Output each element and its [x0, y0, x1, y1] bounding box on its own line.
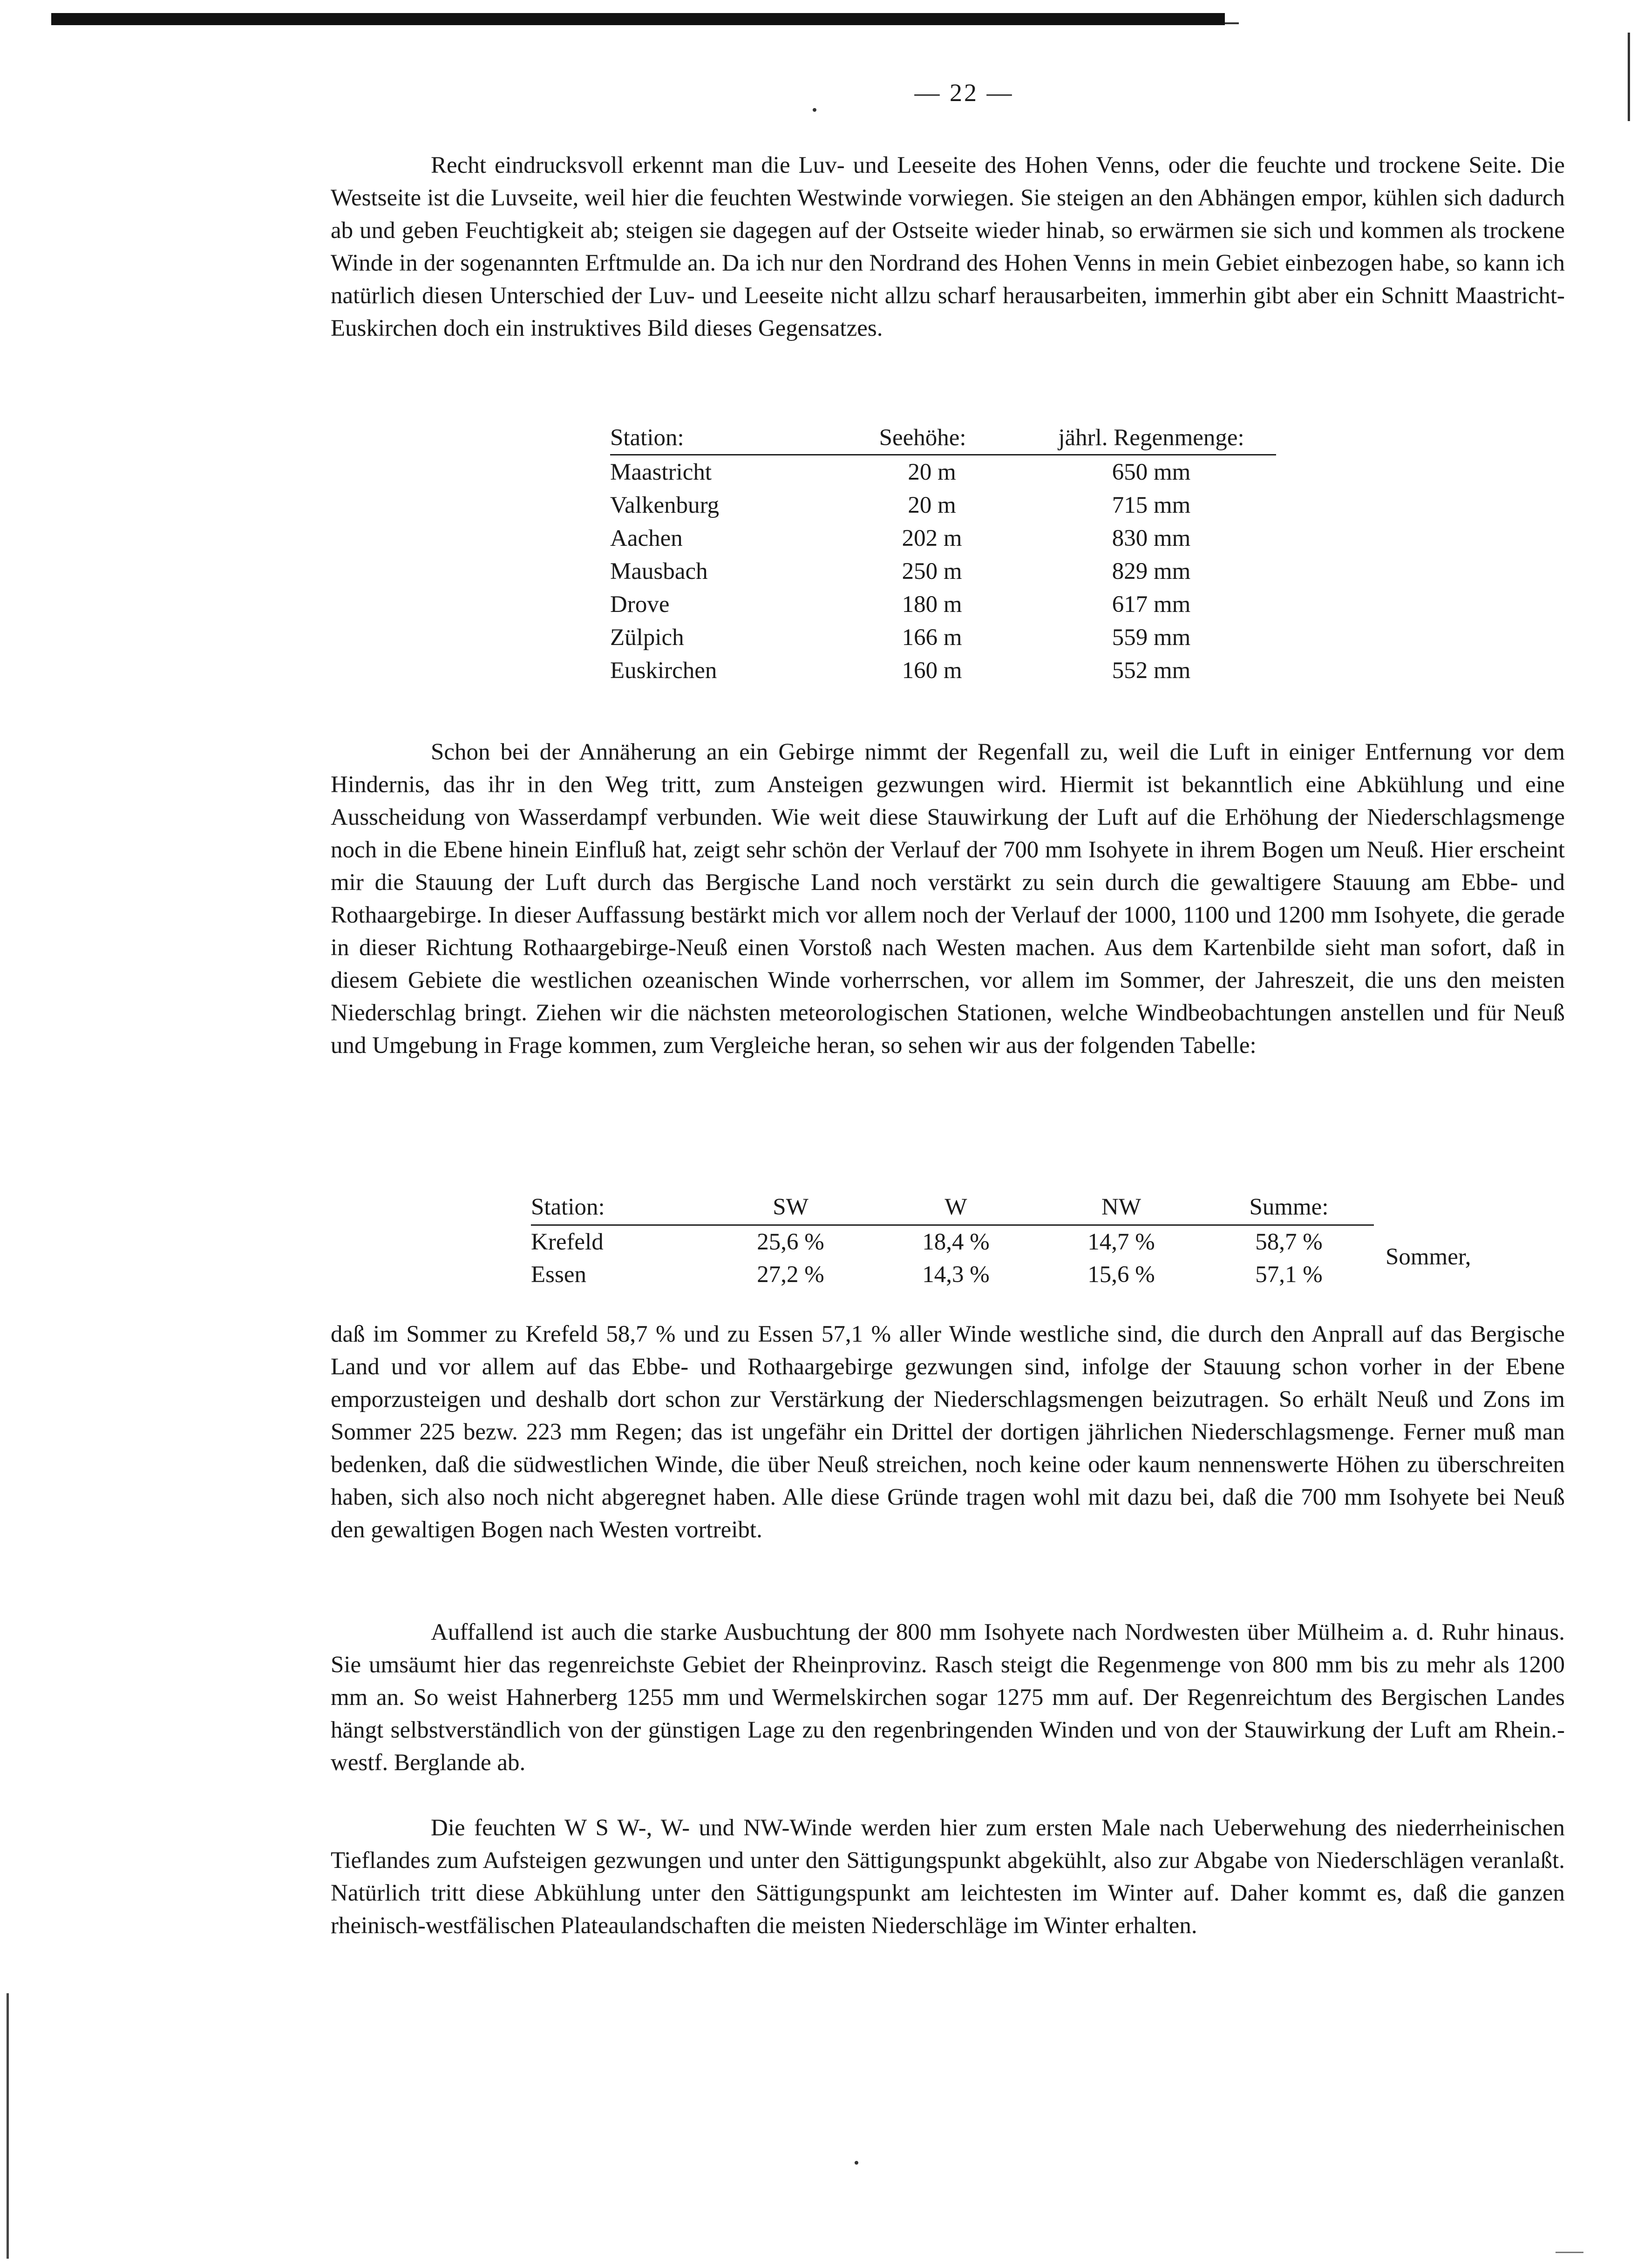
station-name: Maastricht — [610, 459, 712, 485]
station-rainfall: 715 mm — [1112, 492, 1191, 518]
paragraph-sommer-winde: daß im Sommer zu Krefeld 58,7 % und zu Essen 57,1 % aller Winde westliche sind, die durch den Anprall auf das Bergische Land und vor allem auf das Ebbe- und Rothaargebirge gezwungen sind, infolge der Stauung schon vorher in der Ebene emporzusteigen und deshalb dort schon zur Verstärkung der Niederschlagsmengen beizutragen. So erhält Neuß und Zons im Sommer 225 bezw. 223 mm Regen; das ist ungefähr ein Drittel der dortigen jährlichen Niederschlagsmenge. Ferner muß man bedenken, daß die südwestlichen Winde, die über Neuß streichen, noch keine oder kaum nennenswerte Höhen zu überschreiten haben, sich also noch nicht abgeregnet haben. Alle diese Gründe tragen wohl mit dazu bei, daß die 700 mm Isohyete bei Neuß den gewaltigen Bogen nach Westen vortreibt. — [331, 1321, 1565, 1543]
scan-edge-mark-right — [1628, 33, 1630, 121]
wind-nw-share: 14,7 % — [1087, 1229, 1155, 1255]
scan-edge-mark-left — [7, 1993, 9, 2259]
station-elevation: 250 m — [902, 558, 962, 584]
column-header-regenmenge: jährl. Regenmenge: — [1026, 421, 1276, 455]
station-elevation: 20 m — [908, 492, 956, 518]
paragraph-annaeherung: Schon bei der Annäherung an ein Gebirge nimmt der Regenfall zu, weil die Luft in einiger Entfernung vor dem Hindernis, das ihr in den Weg tritt, zum Ansteigen gezwungen wird. Hiermit ist bekanntlich eine Abkühlung und eine Ausscheidung von Wasserdampf verbunden. Wie weit diese Stauwirkung der Luft auf die Erhöhung der Niederschlagsmenge noch in die Ebene hinein Einfluß hat, zeigt sehr schön der Verlauf der 700 mm Isohyete in ihrem Bogen um Neuß. Hier erscheint mir die Stauung der Luft durch das Bergische Land noch verstärkt zu sein durch die gewaltigere Stauung am Ebbe- und Rothaargebirge. In dieser Auffassung bestärkt mich vor allem noch der Verlauf der 1000, 1100 und 1200 mm Isohyete, die gerade in dieser Richtung Rothaargebirge-Neuß einen Vorstoß nach Westen machen. Aus dem Kartenbilde sieht man sofort, daß in diesem Gebiete die westlichen ozeanischen Winde vorherrschen, vor allem im Sommer, der Jahreszeit, die uns den meisten Niederschlag bringt. Ziehen wir die nächsten meteorologischen Stationen, welche Windbeobachtungen anstellen und für Neuß und Umgebung in Frage kommen, zum Vergleiche heran, so sehen wir aus der folgenden Tabelle: — [331, 739, 1565, 1059]
table-row — [610, 654, 1276, 687]
station-rainfall: 559 mm — [1112, 624, 1191, 651]
station-name: Mausbach — [610, 558, 708, 584]
station-name: Aachen — [610, 525, 683, 551]
paragraph-luv-leeseite: Recht eindrucksvoll erkennt man die Luv- und Leeseite des Hohen Venns, oder die feuchte und trockene Seite. Die Westseite ist die Luvseite, weil hier die feuchten Westwinde vorwiegen. Sie steigen an den Abhängen empor, kühlen sich dadurch ab und geben Feuchtigkeit ab; steigen sie dagegen auf der Ostseite wieder hinab, so erwärmen sie sich und kommen als trockene Winde in der sogenannten Erftmulde an. Da ich nur den Nordrand des Hohen Venns in mein Gebiet einbezogen habe, so kann ich natürlich diesen Unterschied der Luv- und Leeseite nicht allzu scharf herausarbeiten, immerhin gibt aber ein Schnitt Maastricht-Euskirchen doch ein instruktives Bild dieses Gegensatzes. — [331, 152, 1565, 341]
column-header-sw: SW — [708, 1190, 873, 1225]
station-rainfall: 830 mm — [1112, 525, 1191, 551]
column-header-nw: NW — [1039, 1190, 1204, 1225]
table-header-row — [531, 1190, 1374, 1225]
table-row — [610, 555, 1276, 588]
table-row — [531, 1258, 1374, 1291]
table-row — [531, 1225, 1374, 1259]
wind-w-share: 14,3 % — [922, 1262, 990, 1288]
station-elevation: 202 m — [902, 525, 962, 551]
scan-top-border-tail — [1225, 22, 1239, 24]
column-header-summe: Summe: — [1204, 1190, 1374, 1225]
table-header-row — [610, 421, 1276, 455]
table-row — [610, 522, 1276, 555]
wind-sum: 58,7 % — [1255, 1229, 1323, 1255]
scan-speck — [855, 2161, 858, 2165]
station-name: Essen — [531, 1262, 586, 1288]
paragraph-ausbuchtung: Auffallend ist auch die starke Ausbuchtung der 800 mm Isohyete nach Nordwesten über Mülheim a. d. Ruhr hinaus. Sie umsäumt hier das regenreichste Gebiet der Rheinprovinz. Rasch steigt die Regenmenge von 800 mm bis zu mehr als 1200 mm an. So weist Hahnerberg 1255 mm und Wermelskirchen sogar 1275 mm auf. Der Regenreichtum des Bergischen Landes hängt selbstverständlich von der günstigen Lage zu den regenbringenden Winden und von der Stauwirkung der Luft am Rhein.-westf. Berglande ab. — [331, 1619, 1565, 1776]
station-rainfall: 650 mm — [1112, 459, 1191, 485]
station-elevation: 20 m — [908, 459, 956, 485]
wind-table — [531, 1190, 1374, 1291]
scan-speck — [813, 108, 816, 112]
station-rainfall: 552 mm — [1112, 657, 1191, 684]
station-name: Krefeld — [531, 1229, 604, 1255]
station-rainfall: 617 mm — [1112, 591, 1191, 618]
station-elevation: 166 m — [902, 624, 962, 651]
page-number: — 22 — — [914, 79, 1014, 107]
station-elevation: 180 m — [902, 591, 962, 618]
station-name: Euskirchen — [610, 657, 717, 684]
station-elevation: 160 m — [902, 657, 962, 684]
rainfall-table — [610, 421, 1276, 687]
column-header-seehoehe: Seehöhe: — [819, 421, 1026, 455]
station-name: Valkenburg — [610, 492, 720, 518]
wind-sw-share: 25,6 % — [757, 1229, 824, 1255]
table-row — [610, 489, 1276, 522]
wind-w-share: 18,4 % — [922, 1229, 990, 1255]
wind-sw-share: 27,2 % — [757, 1262, 824, 1288]
column-header-station: Station: — [610, 421, 819, 455]
station-name: Drove — [610, 591, 670, 618]
wind-sum: 57,1 % — [1255, 1262, 1323, 1288]
scan-top-border — [51, 13, 1225, 25]
station-rainfall: 829 mm — [1112, 558, 1191, 584]
season-note: Sommer, — [1386, 1244, 1471, 1270]
wind-nw-share: 15,6 % — [1087, 1262, 1155, 1288]
table-row — [610, 621, 1276, 654]
column-header-w: W — [873, 1190, 1039, 1225]
paragraph-feuchte-winde: Die feuchten W S W-, W- und NW-Winde werden hier zum ersten Male nach Ueberwehung des niederrheinischen Tieflandes zum Aufsteigen gezwungen und unter den Sättigungspunkt abgekühlt, also zur Abgabe von Niederschlägen veranlaßt. Natürlich tritt diese Abkühlung unter den Sättigungspunkt am leichtesten im Winter auf. Daher kommt es, daß die ganzen rheinisch-westfälischen Plateaulandschaften die meisten Niederschläge im Winter erhalten. — [331, 1815, 1565, 1939]
table-row — [610, 455, 1276, 489]
station-name: Zülpich — [610, 624, 684, 651]
column-header-station: Station: — [531, 1190, 708, 1225]
table-row — [610, 588, 1276, 621]
scan-bottom-dash — [1556, 2252, 1583, 2253]
